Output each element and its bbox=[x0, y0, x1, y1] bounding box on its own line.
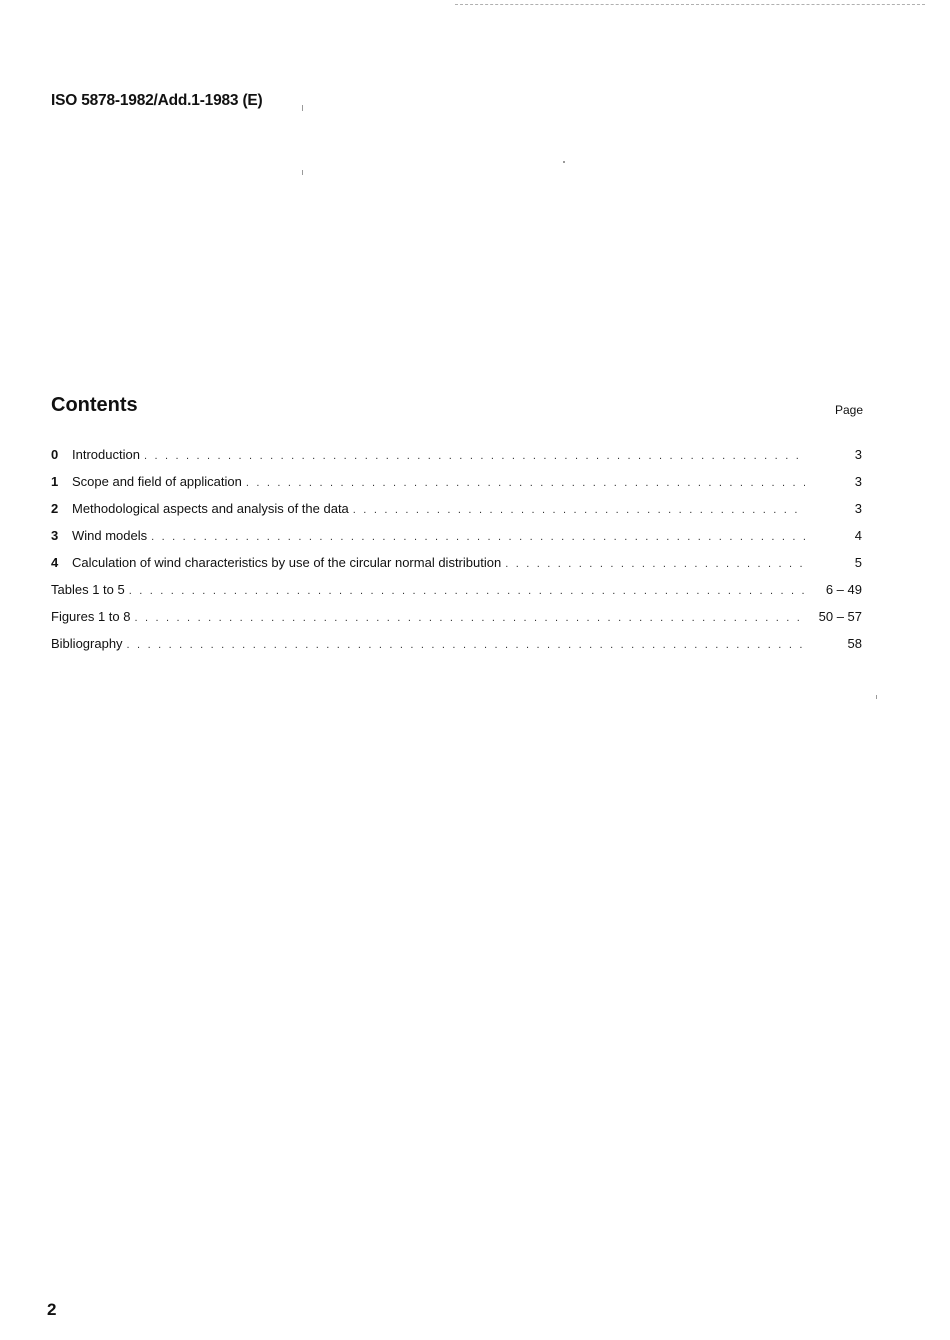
scan-artifact-line bbox=[455, 4, 925, 5]
toc-entry-figures[interactable] bbox=[51, 608, 862, 635]
toc-entry-tables[interactable] bbox=[51, 581, 862, 608]
toc-entry-page: 3 bbox=[854, 501, 862, 516]
toc-entry-title: Figures 1 to 8 bbox=[51, 609, 131, 624]
dot-leader bbox=[151, 529, 805, 546]
toc-entry-title: Calculation of wind characteristics by use of the circular normal distribution bbox=[72, 555, 502, 570]
dot-leader bbox=[144, 448, 805, 465]
toc-entry-number: 2 bbox=[51, 501, 59, 516]
dot-leader bbox=[353, 502, 805, 519]
toc-entry-page: 3 bbox=[854, 474, 862, 489]
dot-leader bbox=[246, 475, 805, 492]
toc-entry-number: 3 bbox=[51, 528, 59, 543]
toc-entry-title: Bibliography bbox=[51, 636, 123, 651]
toc-entry-title: Scope and field of application bbox=[72, 474, 242, 489]
toc-entry-methodological-aspects[interactable] bbox=[51, 500, 862, 527]
toc-entry-calculation[interactable] bbox=[51, 554, 862, 581]
toc-entry-page: 4 bbox=[854, 528, 862, 543]
toc-entry-title: Wind models bbox=[72, 528, 148, 543]
toc-entry-wind-models[interactable] bbox=[51, 527, 862, 554]
dot-leader bbox=[127, 637, 805, 654]
document-reference: ISO 5878-1982/Add.1-1983 (E) bbox=[51, 92, 263, 109]
scan-speck bbox=[563, 161, 565, 163]
page-number: 2 bbox=[47, 1300, 57, 1319]
toc-entry-page: 58 bbox=[847, 636, 862, 651]
toc-entry-title: Tables 1 to 5 bbox=[51, 582, 125, 597]
toc-entry-page: 6 – 49 bbox=[825, 582, 862, 597]
scan-speck bbox=[302, 105, 303, 111]
toc-entry-bibliography[interactable] bbox=[51, 635, 862, 662]
page-column-label: Page bbox=[835, 403, 864, 417]
toc-entry-title: Methodological aspects and analysis of the data bbox=[72, 501, 349, 516]
toc-entry-number: 4 bbox=[51, 555, 59, 570]
toc-entry-page: 50 – 57 bbox=[818, 609, 862, 624]
dot-leader bbox=[129, 583, 805, 600]
table-of-contents bbox=[51, 446, 862, 662]
toc-entry-page: 5 bbox=[854, 555, 862, 570]
toc-entry-scope[interactable] bbox=[51, 473, 862, 500]
toc-entry-introduction[interactable] bbox=[51, 446, 862, 473]
scan-speck bbox=[876, 695, 877, 699]
dot-leader bbox=[505, 556, 805, 573]
contents-heading: Contents bbox=[51, 394, 138, 416]
toc-entry-title: Introduction bbox=[72, 447, 140, 462]
dot-leader bbox=[135, 610, 806, 627]
toc-entry-number: 0 bbox=[51, 447, 59, 462]
scan-speck bbox=[302, 170, 303, 175]
toc-entry-number: 1 bbox=[51, 474, 59, 489]
toc-entry-page: 3 bbox=[854, 447, 862, 462]
